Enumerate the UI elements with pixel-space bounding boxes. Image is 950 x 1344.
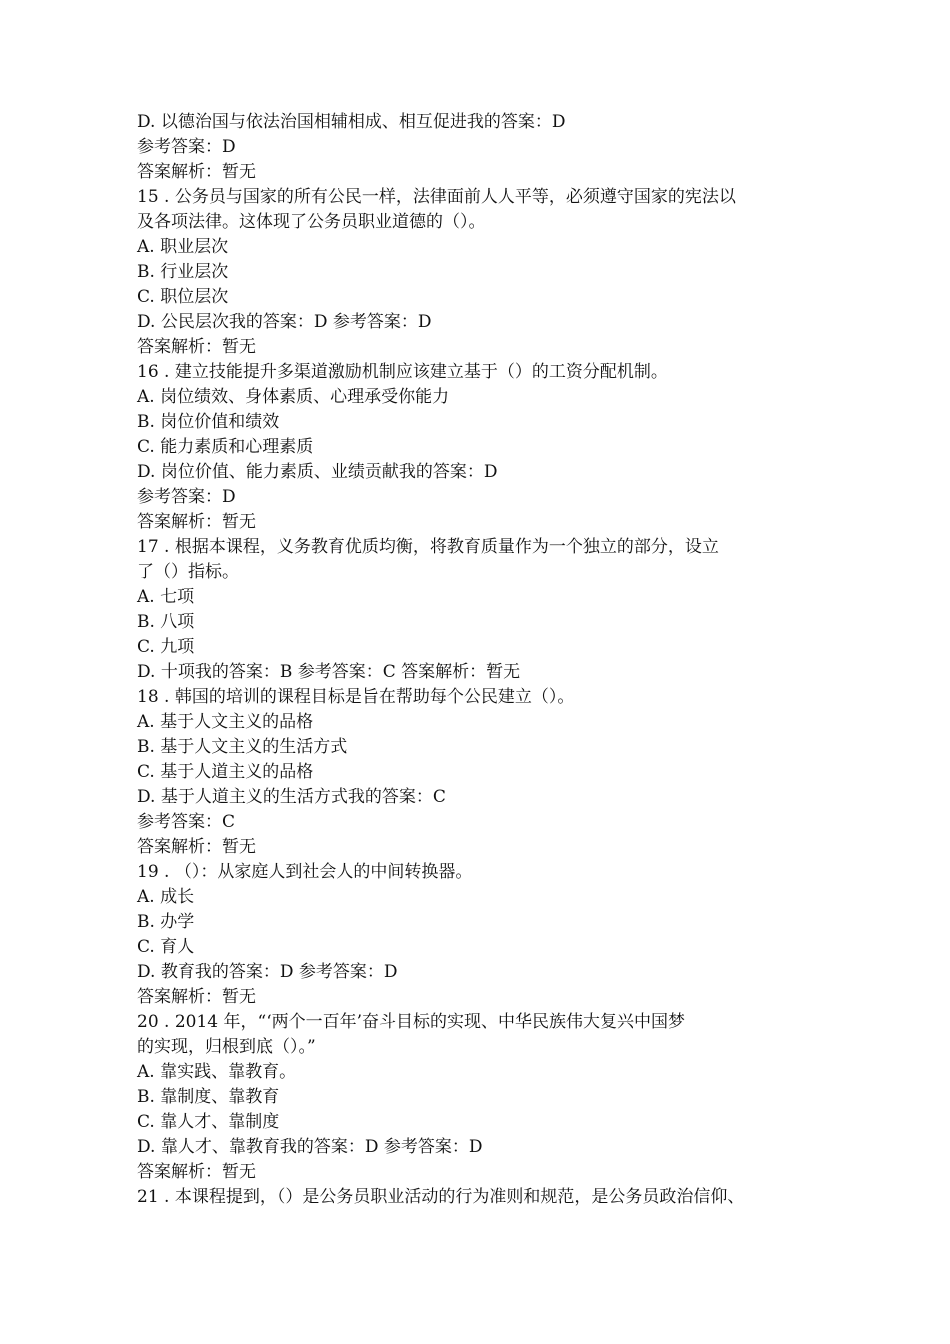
option-a: A. 靠实践、靠教育。 — [137, 1062, 297, 1082]
option-a: A. 七项 — [137, 587, 195, 607]
document-page — [137, 110, 837, 1210]
question-text: 21 . 本课程提到，（）是公务员职业活动的行为准则和规范，是公务员政治信仰、 — [137, 1187, 745, 1207]
option-d: D. 基于人道主义的生活方式我的答案：C — [137, 787, 446, 807]
question-text: 16 . 建立技能提升多渠道激励机制应该建立基于（）的工资分配机制。 — [137, 362, 668, 382]
option-c: C. 育人 — [137, 937, 195, 957]
text-line: 答案解析：暂无 — [137, 837, 256, 857]
text-line: 参考答案：D — [137, 137, 236, 157]
text-line: 答案解析：暂无 — [137, 337, 256, 357]
question-text: 15 . 公务员与国家的所有公民一样，法律面前人人平等，必须遵守国家的宪法以 — [137, 187, 736, 207]
option-c: C. 职位层次 — [137, 287, 229, 307]
option-d: D. 靠人才、靠教育我的答案：D 参考答案：D — [137, 1137, 483, 1157]
option-b: B. 靠制度、靠教育 — [137, 1087, 280, 1107]
text-line: 答案解析：暂无 — [137, 1162, 256, 1182]
text-line: 参考答案：D — [137, 487, 236, 507]
option-c: C. 九项 — [137, 637, 195, 657]
option-d: D. 公民层次我的答案：D 参考答案：D — [137, 312, 432, 332]
option-c: C. 靠人才、靠制度 — [137, 1112, 280, 1132]
option-a: A. 岗位绩效、身体素质、心理承受你能力 — [137, 387, 450, 407]
question-text: 19 . （）：从家庭人到社会人的中间转换器。 — [137, 862, 473, 882]
option-a: A. 基于人文主义的品格 — [137, 712, 314, 732]
text-line: 答案解析：暂无 — [137, 162, 256, 182]
question-text: 18 . 韩国的培训的课程目标是旨在帮助每个公民建立（）。 — [137, 687, 575, 707]
question-text: 及各项法律。这体现了公务员职业道德的（）。 — [137, 212, 486, 232]
question-text: 了（）指标。 — [137, 562, 239, 582]
text-line: D. 以德治国与依法治国相辅相成、相互促进我的答案：D — [137, 112, 566, 132]
option-a: A. 职业层次 — [137, 237, 229, 257]
option-b: B. 办学 — [137, 912, 195, 932]
option-b: B. 基于人文主义的生活方式 — [137, 737, 348, 757]
option-c: C. 基于人道主义的品格 — [137, 762, 314, 782]
option-d: D. 十项我的答案：B 参考答案：C 答案解析：暂无 — [137, 662, 521, 682]
question-text: 的实现，归根到底（）。” — [137, 1037, 316, 1057]
option-b: B. 行业层次 — [137, 262, 229, 282]
option-b: B. 八项 — [137, 612, 195, 632]
text-line: 答案解析：暂无 — [137, 512, 256, 532]
text-line: 答案解析：暂无 — [137, 987, 256, 1007]
question-text: 20 . 2014 年，“‘两个一百年’奋斗目标的实现、中华民族伟大复兴中国梦 — [137, 1012, 686, 1032]
text-line: 参考答案：C — [137, 812, 236, 832]
option-a: A. 成长 — [137, 887, 195, 907]
option-b: B. 岗位价值和绩效 — [137, 412, 280, 432]
option-d: D. 教育我的答案：D 参考答案：D — [137, 962, 398, 982]
option-c: C. 能力素质和心理素质 — [137, 437, 314, 457]
option-d: D. 岗位价值、能力素质、业绩贡献我的答案：D — [137, 462, 498, 482]
question-text: 17 . 根据本课程，义务教育优质均衡，将教育质量作为一个独立的部分，设立 — [137, 537, 719, 557]
